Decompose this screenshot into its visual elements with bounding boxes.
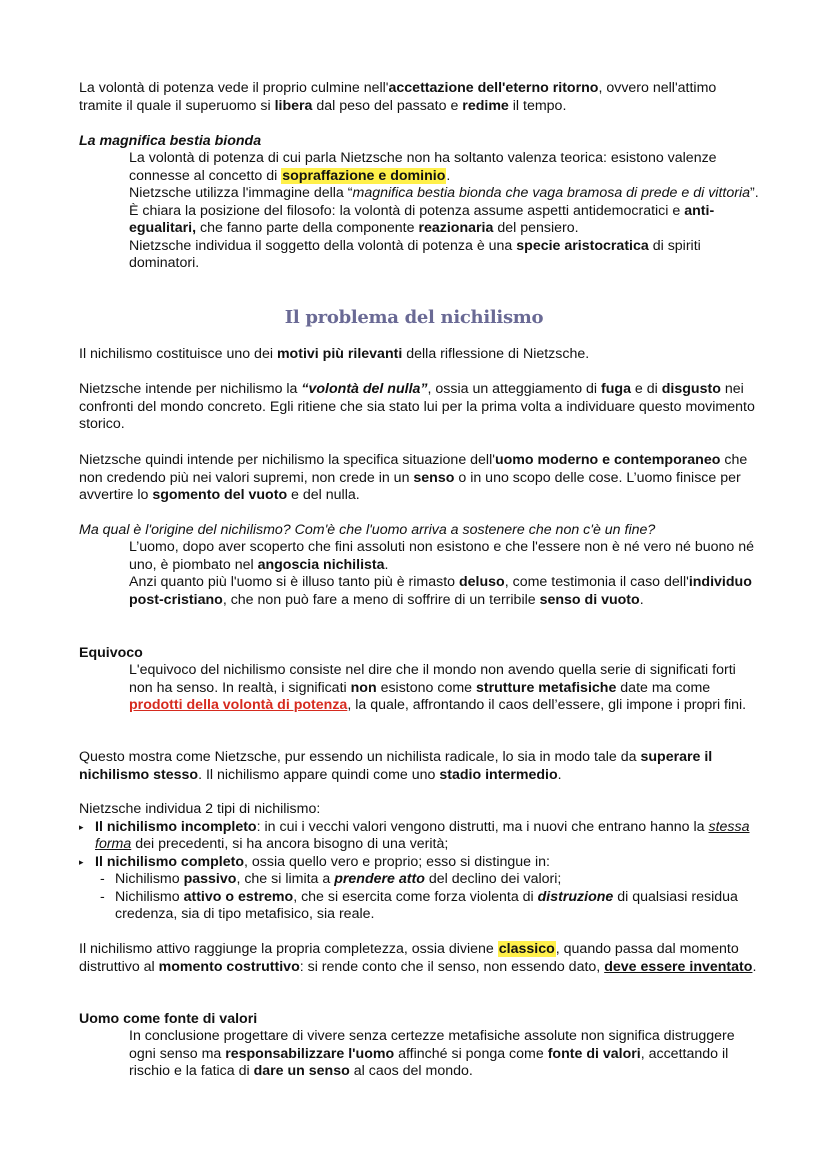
text: Nichilismo <box>115 871 184 887</box>
bold-text: senso di vuoto <box>539 591 640 608</box>
bold-underlined-text: deve essere inventato <box>604 958 753 975</box>
paragraph-classico <box>79 941 759 976</box>
text: e di <box>630 381 662 397</box>
text: . <box>384 556 389 573</box>
heading-uomo-fonte <box>79 1011 759 1029</box>
bold-text: accettazione dell'eterno ritorno <box>388 80 599 96</box>
bold-text: redime <box>462 97 509 114</box>
text: Nietzsche utilizza l'immagine della “ <box>129 185 353 201</box>
bold-text: libera <box>274 97 313 114</box>
bold-text: specie aristocratica <box>516 237 649 254</box>
bold-text: senso <box>413 469 455 486</box>
bold-text: fuga <box>601 381 631 397</box>
bold-text: non <box>350 679 377 696</box>
text: . <box>446 167 451 184</box>
bold-text: sgomento del vuoto <box>152 487 288 503</box>
bold-italic-text: “volontà del nulla” <box>301 381 428 397</box>
highlighted-text: sopraffazione e dominio <box>282 167 446 184</box>
bold-text: motivi più rilevanti <box>276 346 403 362</box>
text: dal peso del passato e <box>312 97 463 114</box>
origine-line-1 <box>129 539 759 574</box>
text: nei confronti del mondo concreto. Egli ritiene che sia stato lui per la prima volta a individuare questo movimento storico. <box>79 381 755 432</box>
text: che non credendo più nei valori supremi, non crede in un <box>79 452 748 486</box>
text: , che si esercita come forza violenta di <box>293 888 538 905</box>
red-underlined-text: prodotti della volontà di potenza <box>129 697 348 713</box>
text: del pensiero. <box>493 220 579 236</box>
text: Anzi quanto più l'uomo si è illuso tanto più è rimasto <box>129 574 459 590</box>
dash-bullet-icon: - <box>100 888 105 905</box>
text: dei precedenti, si ha ancora bisogno di una verità; <box>131 836 449 852</box>
bold-text: reazionaria <box>418 220 494 236</box>
bold-text: dare un senso <box>253 1063 350 1079</box>
text: L'equivoco del nichilismo consiste nel dire che il mondo non avendo quella serie di significati forti non ha senso. In realtà, i significati <box>129 662 736 696</box>
text: , che non può fare a meno di soffrire di un terribile <box>222 591 540 608</box>
text: L’uomo, dopo aver scoperto che fini assoluti non esistono e che l'essere non è né vero né buono né uno, è piombato nel <box>129 539 755 573</box>
text: La volontà di potenza vede il proprio culmine nell' <box>79 80 389 96</box>
paragraph-conclusione <box>129 1028 759 1081</box>
bold-text: uomo moderno e contemporaneo <box>494 452 721 468</box>
bold-text: superare il nichilismo stesso <box>79 749 713 783</box>
bullet-triangle-icon: ▸ <box>79 856 84 867</box>
origine-line-2 <box>129 574 759 609</box>
bold-italic-text: prendere atto <box>334 871 425 887</box>
text: di qualsiasi residua credenza, sia di tipo metafisico, sia reale. <box>115 888 738 922</box>
paragraph-eterno-ritorno <box>79 80 759 115</box>
text: il tempo. <box>508 97 567 114</box>
section-tipi-nichilismo <box>79 801 759 924</box>
bold-italic-text: distruzione <box>537 888 614 905</box>
bold-text: attivo o estremo <box>183 888 294 905</box>
bold-text: deluso <box>459 574 505 590</box>
text: e del nulla. <box>287 487 360 503</box>
paragraph-volonta-nulla <box>79 381 759 434</box>
text: di spiriti dominatori. <box>129 237 701 271</box>
text: : in cui i vecchi valori vengono distrutti, ma i nuovi che entrano hanno la <box>256 818 709 835</box>
text: affinché si ponga come <box>394 1045 548 1062</box>
section-heading: Equivoco <box>79 645 143 661</box>
sublist-item-attivo <box>79 889 759 924</box>
text: . <box>557 766 562 783</box>
text: che fanno parte della componente <box>196 220 419 236</box>
paragraph-equivoco <box>129 662 759 715</box>
bold-text: Il nichilismo completo <box>95 853 244 870</box>
question-origine <box>79 522 759 540</box>
text: È chiara la posizione del filosofo: la volontà di potenza assume aspetti antidemocratici e <box>129 202 685 219</box>
bestia-line-2 <box>129 185 759 203</box>
italic-text: magnifica bestia bionda che vaga bramosa di prede e di vittoria <box>352 185 750 201</box>
text: o in uno scopo delle cose. L’uomo finisce per avvertire lo <box>79 469 741 503</box>
bold-text: disgusto <box>661 381 721 397</box>
text: , che si limita a <box>236 871 335 887</box>
section-heading: Uomo come fonte di valori <box>79 1011 258 1027</box>
text: esistono come <box>376 679 476 696</box>
bold-text: strutture metafisiche <box>476 679 617 696</box>
paragraph-superare <box>79 749 759 784</box>
text: La volontà di potenza di cui parla Nietzsche non ha soltanto valenza teorica: esistono valenze connesse al concetto di <box>129 150 717 184</box>
bold-text: anti-egualitari, <box>129 202 715 236</box>
list-item-incompleto <box>79 819 759 854</box>
heading-equivoco <box>79 645 759 663</box>
section-origine-body <box>129 539 759 609</box>
italic-underlined-text: stessa forma <box>95 818 750 852</box>
italic-question: Ma qual è l'origine del nichilismo? Com'è che l'uomo arriva a sostenere che non c'è un fine? <box>79 522 656 538</box>
bold-text: responsabilizzare l'uomo <box>225 1045 395 1062</box>
text: Il nichilismo costituisce uno dei <box>79 346 277 362</box>
bestia-line-1 <box>129 150 759 185</box>
page-title: Il problema del nichilismo <box>284 307 544 328</box>
section-heading: La magnifica bestia bionda <box>79 133 262 149</box>
text: , accettando il rischio e la fatica di <box>129 1045 729 1079</box>
text: Il nichilismo attivo raggiunge la propria completezza, ossia diviene <box>79 941 498 957</box>
bestia-line-3 <box>129 203 759 238</box>
text: , ossia un atteggiamento di <box>427 381 602 397</box>
bold-text: individuo post-cristiano <box>129 574 752 608</box>
bold-text: stadio intermedio <box>439 766 558 783</box>
text: . <box>639 591 644 608</box>
text: , ovvero nell'attimo tramite il quale il superuomo si <box>79 80 717 114</box>
bestia-line-4 <box>129 238 759 273</box>
highlighted-text: classico <box>498 941 555 957</box>
list-intro: Nietzsche individua 2 tipi di nichilismo: <box>79 801 321 817</box>
text: . Il nichilismo appare quindi come uno <box>198 766 440 783</box>
bold-text: angoscia nichilista <box>257 556 385 573</box>
paragraph-uomo-moderno <box>79 452 759 505</box>
text: Questo mostra come Nietzsche, pur essendo un nichilista radicale, lo sia in modo tale da <box>79 749 641 765</box>
bullet-triangle-icon: ▸ <box>79 821 84 832</box>
sublist-item-passivo <box>79 871 759 889</box>
text: del declino dei valori; <box>424 871 562 887</box>
section-bestia-body <box>129 150 759 273</box>
text: , come testimonia il caso dell' <box>504 574 689 590</box>
text: Nietzsche quindi intende per nichilismo la specifica situazione dell' <box>79 452 495 468</box>
text: , ossia quello vero e proprio; esso si distingue in: <box>244 853 550 870</box>
dash-bullet-icon: - <box>100 871 105 887</box>
list-item-completo <box>79 854 759 872</box>
text: date ma come <box>616 679 711 696</box>
text: ”. <box>750 185 759 201</box>
text: , la quale, affrontando il caos dell’essere, gli impone i propri fini. <box>347 697 747 713</box>
bold-text: passivo <box>183 871 237 887</box>
heading-bestia-bionda <box>79 133 759 151</box>
text: : si rende conto che il senso, non essendo dato, <box>299 958 605 975</box>
text: , quando passa dal momento distruttivo al <box>79 941 739 975</box>
paragraph-motivi <box>79 346 759 364</box>
text: Nietzsche intende per nichilismo la <box>79 381 302 397</box>
bold-text: Il nichilismo incompleto <box>95 818 257 835</box>
text: Nichilismo <box>115 888 184 905</box>
text: . <box>752 958 757 975</box>
text: al caos del mondo. <box>349 1063 473 1079</box>
text: Nietzsche individua il soggetto della volontà di potenza è una <box>129 237 517 254</box>
bold-text: fonte di valori <box>547 1045 641 1062</box>
bold-text: momento costruttivo <box>158 958 300 975</box>
text: In conclusione progettare di vivere senza certezze metafisiche assolute non significa distruggere ogni senso ma <box>129 1028 735 1062</box>
text: della riflessione di Nietzsche. <box>402 346 590 362</box>
